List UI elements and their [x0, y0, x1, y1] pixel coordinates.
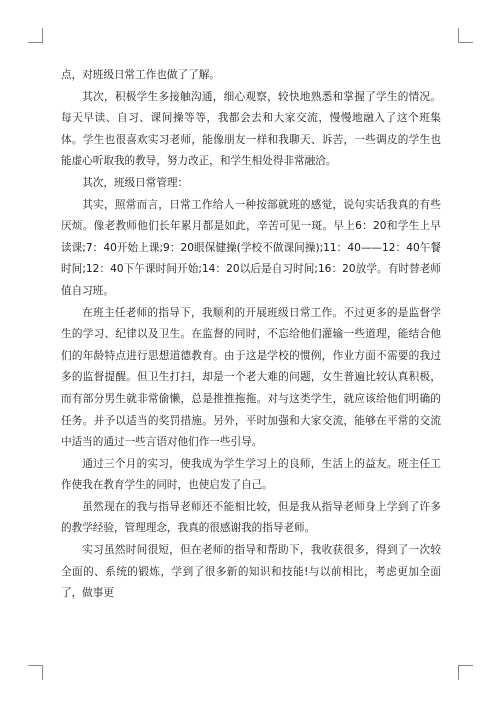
corner-mark-bottom-left — [28, 665, 43, 680]
document-body — [61, 65, 441, 605]
paragraph-continuation: 点，对班级日常工作也做了了解。 — [61, 69, 220, 81]
paragraph-supervision: 在班主任老师的指导下，我顺利的开展班级日常工作。不过更多的是监督学生的学习、纪律以及卫生。在监督的同时，不忘给他们灌输一些道理，能结合他们的年龄特点进行思想道德教育。由于这是学校的惯例，作业方面不需要的我过多的监督提醒。但卫生打扫，却是一个老大难的问题，女生普遍比较认真积极，而有部分男生就非常偷懒，总是推推拖拖。对与这类学生，就应该给他们明确的任务。并予以适当的奖罚措施。另外，平时加强和大家交流，能够在平常的交流中适当的通过一些言语对他们作一些引导。 — [61, 306, 441, 449]
paragraph-daily-schedule: 其实，照常而言，日常工作给人一种按部就班的感觉，说句实话我真的有些厌烦。像老教师他们长年累月都是如此，辛苦可见一斑。早上6：20和学生上早读课;7：40开始上课;9：20眼保健操(学校不做课间操);11：40——12：40午餐时间;12：40下午课时间开始;14：20以后是自习时间;16：20放学。有时替老师值自习班。 — [61, 198, 441, 297]
paragraph-three-months: 通过三个月的实习，使我成为学生学习上的良师，生活上的益友。班主任工作使我在教育学生的同时，也使启发了自己。 — [61, 457, 441, 492]
paragraph-summary: 实习虽然时间很短，但在老师的指导和帮助下，我收获很多，得到了一次较全面的、系统的锻炼，学到了很多新的知识和技能!与以前相比，考虑更加全面了，做事更 — [61, 544, 441, 600]
paragraph-heading-class-management: 其次，班级日常管理： — [82, 176, 189, 189]
corner-mark-bottom-right — [458, 665, 473, 680]
corner-mark-top-left — [28, 28, 43, 43]
corner-mark-top-right — [458, 28, 473, 43]
paragraph-mentor-thanks: 虽然现在的我与指导老师还不能相比较，但是我从指导老师身上学到了许多的教学经验，管理理念，我真的很感谢我的指导老师。 — [61, 500, 441, 535]
paragraph-student-contact: 其次，积极学生多接触沟通，细心观察，较快地熟悉和掌握了学生的情况。每天早读、自习、课间操等等，我都会去和大家交流，慢慢地融入了这个班集体。学生也很喜欢实习老师，能像朋友一样和我聊天、诉苦，一些调皮的学生也能虚心听取我的教导，努力改正，和学生相处得非常融洽。 — [61, 90, 441, 168]
